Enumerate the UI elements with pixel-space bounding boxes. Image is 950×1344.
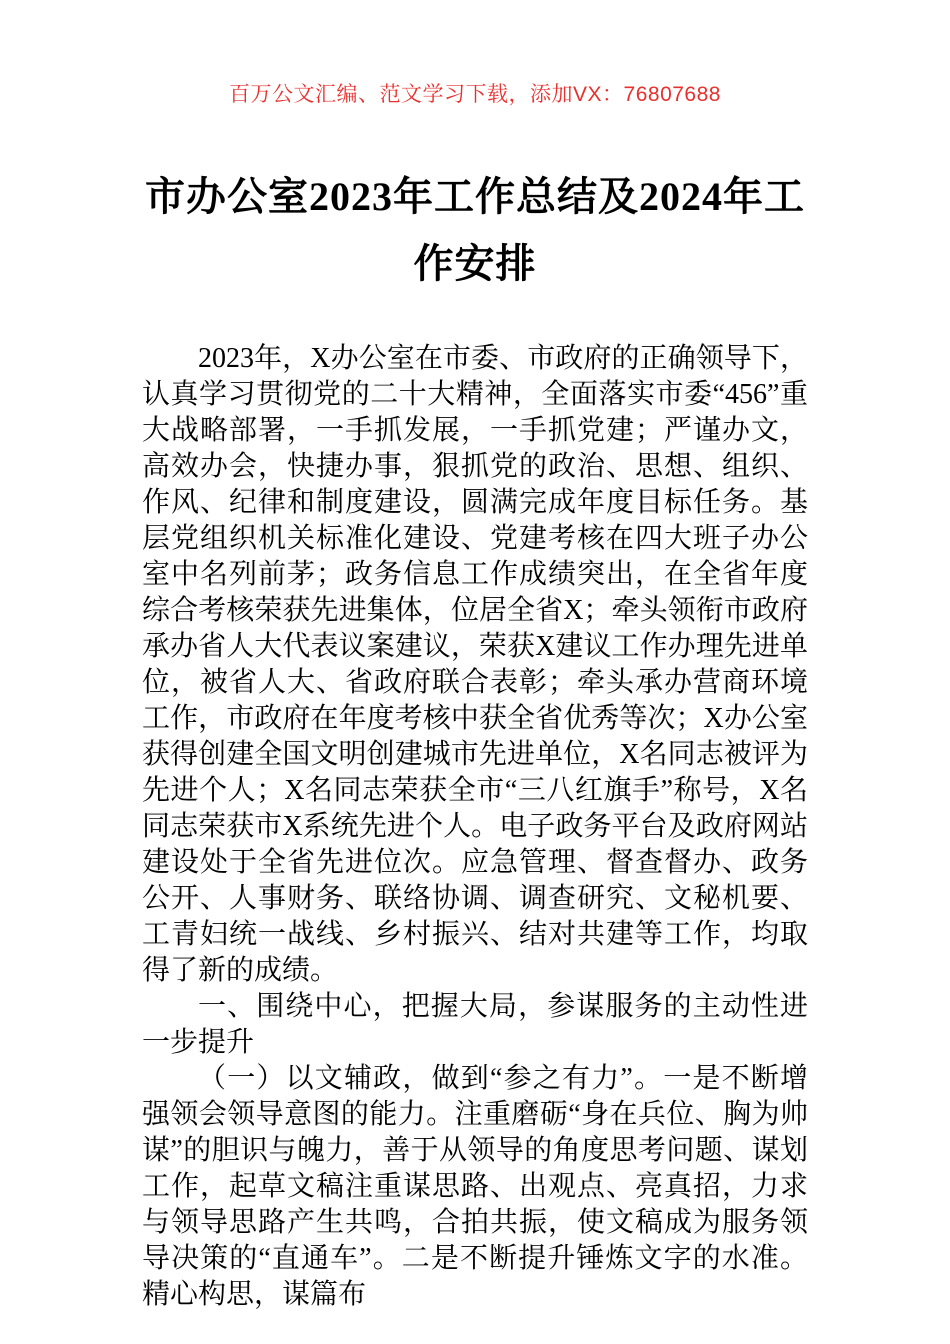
document-title: 市办公室2023年工作总结及2024年工作安排 — [145, 174, 805, 286]
body-paragraph: （一）以文辅政，做到“参之有力”。一是不断增强领会领导意图的能力。注重磨砺“身在兵位、胸为帅谋”的胆识与魄力，善于从领导的角度思考问题、谋划工作，起草文稿注重谋思路、出观点、亮真招，力求与领导思路产生共鸣，合拍共振，使文稿成为服务领导决策的“直通车”。二是不断提升锤炼文字的水准。精心构思，谋篇布 — [142, 1063, 808, 1310]
document-body — [142, 341, 808, 1313]
body-paragraph: 2023年，X办公室在市委、市政府的正确领导下，认真学习贯彻党的二十大精神，全面落实市委“456”重大战略部署，一手抓发展，一手抓党建；严谨办文，高效办会，快捷办事，狠抓党的政治、思想、组织、作风、纪律和制度建设，圆满完成年度目标任务。基层党组织机关标准化建设、党建考核在四大班子办公室中名列前茅；政务信息工作成绩突出，在全省年度综合考核荣获先进集体，位居全省X；牵头领衔市政府承办省人大代表议案建议，荣获X建议工作办理先进单位，被省人大、省政府联合表彰；牵头承办营商环境工作，市政府在年度考核中获全省优秀等次；X办公室获得创建全国文明创建城市先进单位，X名同志被评为先进个人；X名同志荣获全市“三八红旗手”称号，X名同志荣获市X系统先进个人。电子政务平台及政府网站建设处于全省先进位次。应急管理、督查督办、政务公开、人事财务、联络协调、调查研究、文秘机要、工青妇统一战线、乡村振兴、结对共建等工作，均取得了新的成绩。 — [142, 343, 808, 986]
promo-banner: 百万公文汇编、范文学习下载，添加VX：76807688 — [229, 83, 721, 106]
section-heading-paragraph: 一、围绕中心，把握大局，参谋服务的主动性进一步提升 — [142, 991, 808, 1058]
